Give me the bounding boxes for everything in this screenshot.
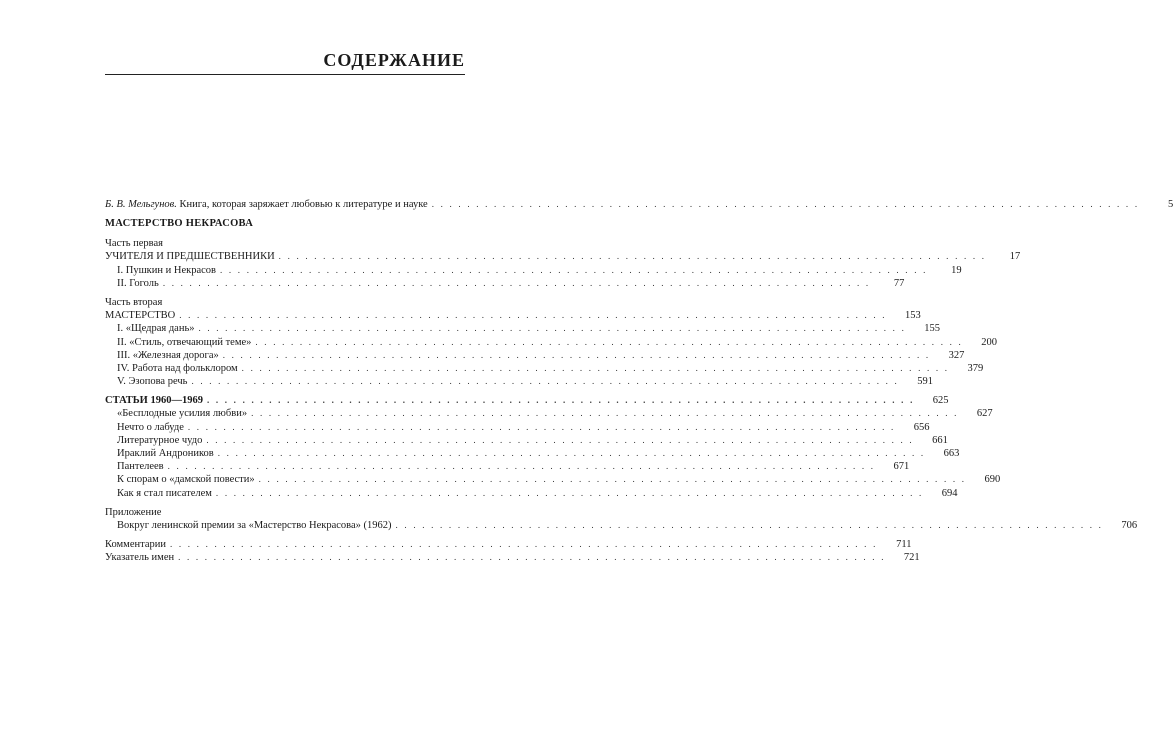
dot-leader: . . . . . . . . . . . . . . . . . . . . . . . . . . . . . . . . . . . . . . . . . . . . . . . . . . . . . . . . . . . . . . . . . . . . . . . . . . . . . . . . [187,421,896,432]
toc-entry-text: СТАТЬИ 1960—1969 [105,395,203,407]
page-number: 690 [984,474,1001,486]
dot-leader: . . . . . . . . . . . . . . . . . . . . . . . . . . . . . . . . . . . . . . . . . . . . . . . . . . . . . . . . . . . . . . . . . . . . . . . . . . . . . . . . [241,362,950,373]
dot-leader: . . . . . . . . . . . . . . . . . . . . . . . . . . . . . . . . . . . . . . . . . . . . . . . . . . . . . . . . . . . . . . . . . . . . . . . . . . . . . . . . [222,349,931,360]
dot-leader: . . . . . . . . . . . . . . . . . . . . . . . . . . . . . . . . . . . . . . . . . . . . . . . . . . . . . . . . . . . . . . . . . . . . . . . . . . . . . . . . [179,310,887,321]
page-number: 200 [981,336,997,348]
page-number: 591 [917,376,934,388]
toc-entry-intro[interactable] [105,198,1173,211]
page-number: 379 [967,362,984,374]
toc-entry[interactable] [105,277,905,290]
toc-entry[interactable] [105,375,934,388]
toc-entry-text: «Бесплодные усилия любви» [117,408,248,420]
dot-leader: . . . . . . . . . . . . . . . . . . . . . . . . . . . . . . . . . . . . . . . . . . . . . . . . . . . . . . . . . . . . . . . . . . . . . . . . . . . . . . . . [191,376,900,387]
dot-leader: . . . . . . . . . . . . . . . . . . . . . . . . . . . . . . . . . . . . . . . . . . . . . . . . . . . . . . . . . . . . . . . . . . . . . . . . . . . . . . . . [162,277,871,288]
dot-leader: . . . . . . . . . . . . . . . . . . . . . . . . . . . . . . . . . . . . . . . . . . . . . . . . . . . . . . . . . . . . . . . . . . . . . . . . . . . . . . . . [215,487,924,498]
page-number: 694 [941,487,958,499]
page-number: 19 [951,264,962,276]
part-heading: МАСТЕРСТВО НЕКРАСОВА [105,218,254,230]
toc-entry-text: Указатель имен [105,552,175,564]
toc-entry[interactable] [105,487,958,500]
page-number: 721 [903,552,920,564]
intro-author: Б. В. Мельгунов. [105,199,177,210]
page-number: 706 [1121,519,1138,531]
toc-entry-text: К спорам о «дамской повести» [117,474,255,486]
toc-entry-text [105,198,428,211]
toc-entry-comments[interactable] [105,538,912,551]
dot-leader: . . . . . . . . . . . . . . . . . . . . . . . . . . . . . . . . . . . . . . . . . . . . . . . . . . . . . . . . . . . . . . . . . . . . . . . . . . . . . . . . [178,552,886,563]
toc-entry[interactable] [105,460,910,473]
toc-entry-text: Комментарии [105,539,166,551]
toc-entry-part1[interactable] [105,250,1021,263]
dot-leader: . . . . . . . . . . . . . . . . . . . . . . . . . . . . . . . . . . . . . . . . . . . . . . . . . . . . . . . . . . . . . . . . . . . . . . . . . . . . . . . . [431,199,1140,209]
dot-leader: . . . . . . . . . . . . . . . . . . . . . . . . . . . . . . . . . . . . . . . . . . . . . . . . . . . . . . . . . . . . . . . . . . . . . . . . . . . . . . . . [206,395,915,406]
toc-entry[interactable] [105,336,997,349]
toc-entry-text: I. Пушкин и Некрасов [117,264,216,276]
toc-entry-articles[interactable] [105,394,949,407]
appendix-label: Приложение [105,506,162,518]
toc-entry[interactable] [105,447,960,460]
part1-label: Часть первая [105,238,163,250]
toc-entry-text: Пантелеев [117,461,164,473]
page-number: 625 [932,395,949,407]
toc-entry-text: V. Эзопова речь [117,376,188,388]
intro-title: Книга, которая заряжает любовью к литературе и науке [179,199,428,210]
page-number: 711 [896,539,912,551]
toc-entry-text: Как я стал писателем [117,487,212,499]
page-title: СОДЕРЖАНИЕ [323,50,465,70]
page-number: 663 [943,448,960,459]
toc-entry-text: Ираклий Андроников [117,448,214,459]
dot-leader: . . . . . . . . . . . . . . . . . . . . . . . . . . . . . . . . . . . . . . . . . . . . . . . . . . . . . . . . . . . . . . . . . . . . . . . . . . . . . . . . [278,251,987,262]
dot-leader: . . . . . . . . . . . . . . . . . . . . . . . . . . . . . . . . . . . . . . . . . . . . . . . . . . . . . . . . . . . . . . . . . . . . . . . . . . . . . . . . [251,408,959,419]
toc-entry[interactable] [105,407,993,420]
toc-entry[interactable] [105,264,962,277]
toc-entry[interactable] [105,421,930,434]
dot-leader: . . . . . . . . . . . . . . . . . . . . . . . . . . . . . . . . . . . . . . . . . . . . . . . . . . . . . . . . . . . . . . . . . . . . . . . . . . . . . . . . [167,461,876,472]
toc-entry-text: I. «Щедрая дань» [117,323,195,335]
dot-leader: . . . . . . . . . . . . . . . . . . . . . . . . . . . . . . . . . . . . . . . . . . . . . . . . . . . . . . . . . . . . . . . . . . . . . . . . . . . . . . . . [255,336,963,347]
page-number: 153 [905,310,921,322]
toc-entry[interactable] [105,322,941,335]
dot-leader: . . . . . . . . . . . . . . . . . . . . . . . . . . . . . . . . . . . . . . . . . . . . . . . . . . . . . . . . . . . . . . . . . . . . . . . . . . . . . . . . [217,448,926,458]
toc-entry-text: Вокруг ленинской премии за «Мастерство Некрасова» (1962) [117,519,392,531]
toc-entry[interactable] [105,434,948,447]
page-number: 77 [893,277,905,289]
title-divider [105,74,465,75]
part2-label: Часть вторая [105,296,163,308]
dot-leader: . . . . . . . . . . . . . . . . . . . . . . . . . . . . . . . . . . . . . . . . . . . . . . . . . . . . . . . . . . . . . . . . . . . . . . . . . . . . . . . . [169,539,878,550]
page-number: 17 [1009,251,1021,263]
page-number: 661 [932,434,948,446]
toc-entry-text: МАСТЕРСТВО [105,310,176,322]
toc-entry-text: Литературное чудо [117,434,203,446]
toc-entry-text: УЧИТЕЛЯ И ПРЕДШЕСТВЕННИКИ [105,251,275,263]
toc-entry[interactable] [105,349,965,362]
page-number: 327 [948,349,965,361]
toc-entry-part2[interactable] [105,309,921,322]
toc-entry-text: III. «Железная дорога» [117,349,219,361]
page-number: 155 [924,323,941,335]
toc-entry-index[interactable] [105,551,920,564]
dot-leader: . . . . . . . . . . . . . . . . . . . . . . . . . . . . . . . . . . . . . . . . . . . . . . . . . . . . . . . . . . . . . . . . . . . . . . . . . . . . . . . . [258,474,967,485]
toc-entry-text: II. «Стиль, отвечающий теме» [117,336,252,348]
dot-leader: . . . . . . . . . . . . . . . . . . . . . . . . . . . . . . . . . . . . . . . . . . . . . . . . . . . . . . . . . . . . . . . . . . . . . . . . . . . . . . . . [220,264,928,275]
dot-leader: . . . . . . . . . . . . . . . . . . . . . . . . . . . . . . . . . . . . . . . . . . . . . . . . . . . . . . . . . . . . . . . . . . . . . . . . . . . . . . . . [198,323,907,334]
toc-entry-text: Нечто о лабуде [117,421,184,433]
toc-entry[interactable] [105,473,1001,486]
page-number: 5 [1168,199,1173,210]
toc-entry-text: II. Гоголь [117,277,159,289]
toc-entry[interactable] [105,519,1138,532]
toc-entry-text: IV. Работа над фольклором [117,362,238,374]
dot-leader: . . . . . . . . . . . . . . . . . . . . . . . . . . . . . . . . . . . . . . . . . . . . . . . . . . . . . . . . . . . . . . . . . . . . . . . . . . . . . . . . [395,519,1104,530]
dot-leader: . . . . . . . . . . . . . . . . . . . . . . . . . . . . . . . . . . . . . . . . . . . . . . . . . . . . . . . . . . . . . . . . . . . . . . . . . . . . . . . . [206,434,914,445]
table-of-contents [105,198,1173,565]
page-number: 627 [976,408,993,420]
page-number: 656 [913,421,930,433]
page-number: 671 [893,461,910,473]
toc-entry[interactable] [105,362,984,375]
